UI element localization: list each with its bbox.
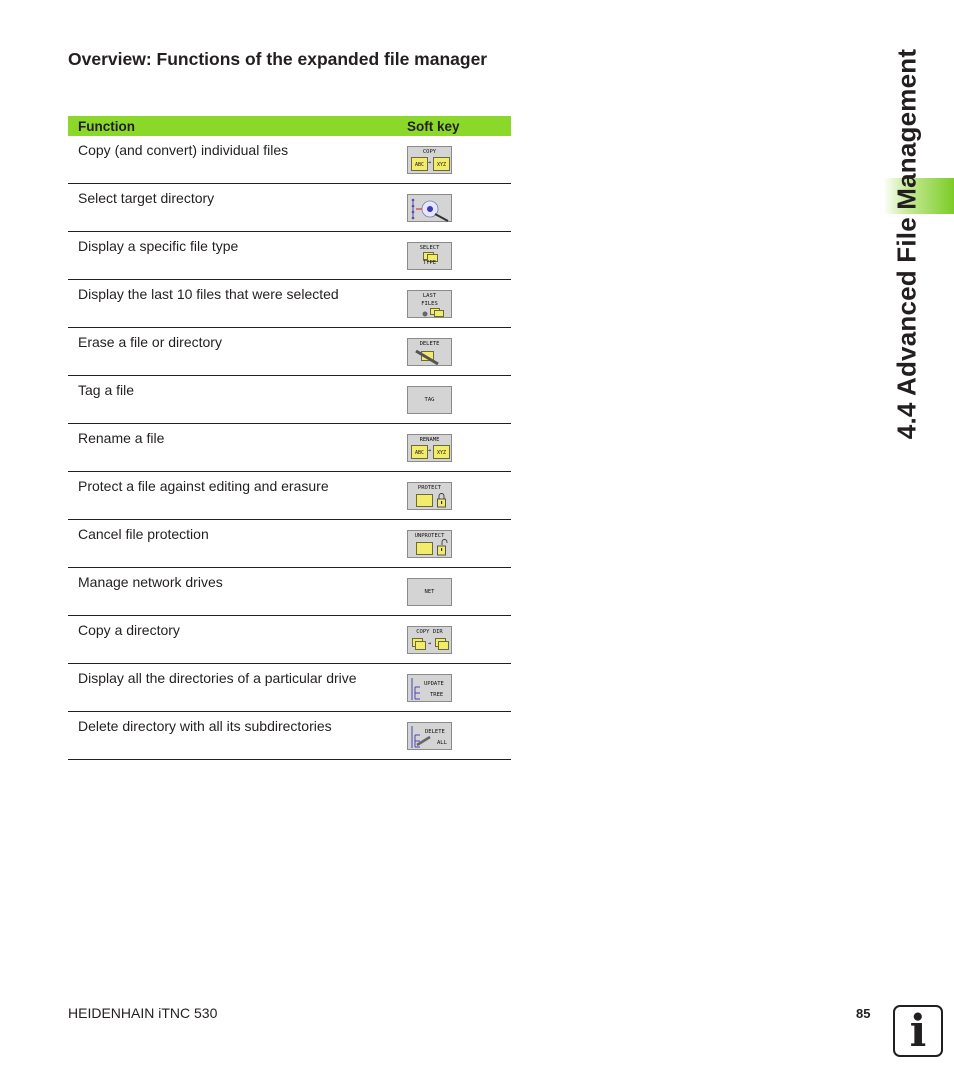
- copy-dir-softkey[interactable]: [407, 626, 452, 654]
- target-directory-icon: [408, 195, 453, 223]
- protect-softkey[interactable]: [407, 482, 452, 510]
- page-heading: Overview: Functions of the expanded file manager: [68, 49, 488, 69]
- softkey-label: TREE: [430, 692, 444, 698]
- table-row: [68, 568, 511, 616]
- folder-icon: XYZ: [433, 157, 450, 171]
- softkey-label: UPDATE: [424, 681, 444, 687]
- softkey-label: COPY DIR: [416, 629, 443, 635]
- function-text: Display a specific file type: [78, 238, 239, 254]
- lock-icon: [408, 483, 453, 511]
- delete-softkey[interactable]: [407, 338, 452, 366]
- table-header: [68, 116, 511, 136]
- function-text: Rename a file: [78, 430, 165, 446]
- function-text: Select target directory: [78, 190, 215, 206]
- functions-table: [68, 116, 511, 760]
- softkey-label: FILES: [421, 301, 438, 307]
- softkey-label: SELECT: [419, 245, 440, 251]
- table-row: [68, 136, 511, 184]
- arrow-icon: ➔: [427, 641, 432, 647]
- softkey-label: LAST: [422, 293, 437, 299]
- function-text: Cancel file protection: [78, 526, 209, 542]
- select-type-softkey[interactable]: [407, 242, 452, 270]
- tag-softkey[interactable]: [407, 386, 452, 414]
- softkey-label: TYPE: [422, 260, 437, 266]
- table-row: [68, 184, 511, 232]
- softkey-label: TAG: [424, 397, 435, 403]
- table-row: [68, 664, 511, 712]
- directory-tree-delete-icon: [408, 723, 453, 751]
- unlock-icon: [408, 531, 453, 559]
- softkey-label: DELETE: [419, 341, 440, 347]
- eraser-icon: [408, 339, 453, 367]
- unprotect-softkey[interactable]: [407, 530, 452, 558]
- softkey-label: NET: [424, 589, 435, 595]
- softkey-label: COPY: [422, 149, 437, 155]
- table-row: [68, 712, 511, 760]
- table-row: [68, 328, 511, 376]
- rename-softkey[interactable]: [407, 434, 452, 462]
- directory-tree-icon: [408, 675, 453, 703]
- function-text: Erase a file or directory: [78, 334, 222, 350]
- folder-icon: ABC: [411, 157, 428, 171]
- footer-product: HEIDENHAIN iTNC 530: [68, 1005, 218, 1021]
- table-row: [68, 616, 511, 664]
- info-icon: [893, 1005, 943, 1057]
- delete-all-softkey[interactable]: [407, 722, 452, 750]
- table-row: [68, 520, 511, 568]
- function-text: Display the last 10 files that were selected: [78, 286, 339, 302]
- table-row: [68, 472, 511, 520]
- function-text: Protect a file against editing and erasure: [78, 478, 329, 494]
- function-text: Tag a file: [78, 382, 135, 398]
- column-header-softkey: Soft key: [407, 118, 460, 134]
- column-header-function: Function: [78, 118, 135, 134]
- history-icon: [408, 291, 453, 319]
- net-softkey[interactable]: [407, 578, 452, 606]
- select-target-directory-softkey[interactable]: [407, 194, 452, 222]
- table-row: [68, 376, 511, 424]
- table-row: [68, 280, 511, 328]
- last-files-softkey[interactable]: [407, 290, 452, 318]
- softkey-label: PROTECT: [417, 485, 442, 491]
- softkey-label: DELETE: [425, 729, 445, 735]
- folder-icon: [438, 641, 449, 650]
- softkey-label: RENAME: [419, 437, 440, 443]
- info-icon-glyph: i: [909, 1005, 927, 1057]
- function-text: Copy a directory: [78, 622, 180, 638]
- chapter-title-text: 4.4 Advanced File Management: [891, 48, 922, 440]
- function-text: Manage network drives: [78, 574, 223, 590]
- copy-softkey[interactable]: [407, 146, 452, 174]
- arrow-icon: ➔: [427, 448, 432, 454]
- function-text: Delete directory with all its subdirectories: [78, 718, 332, 734]
- function-text: Copy (and convert) individual files: [78, 142, 289, 158]
- table-row: [68, 232, 511, 280]
- folder-icon: ABC: [411, 445, 428, 459]
- softkey-label: ALL: [437, 740, 447, 746]
- update-tree-softkey[interactable]: [407, 674, 452, 702]
- softkey-label: UNPROTECT: [414, 533, 445, 539]
- arrow-icon: ➔: [427, 160, 432, 166]
- page-number: 85: [856, 1006, 871, 1021]
- function-text: Display all the directories of a particular drive: [78, 670, 357, 686]
- folder-icon: XYZ: [433, 445, 450, 459]
- table-row: [68, 424, 511, 472]
